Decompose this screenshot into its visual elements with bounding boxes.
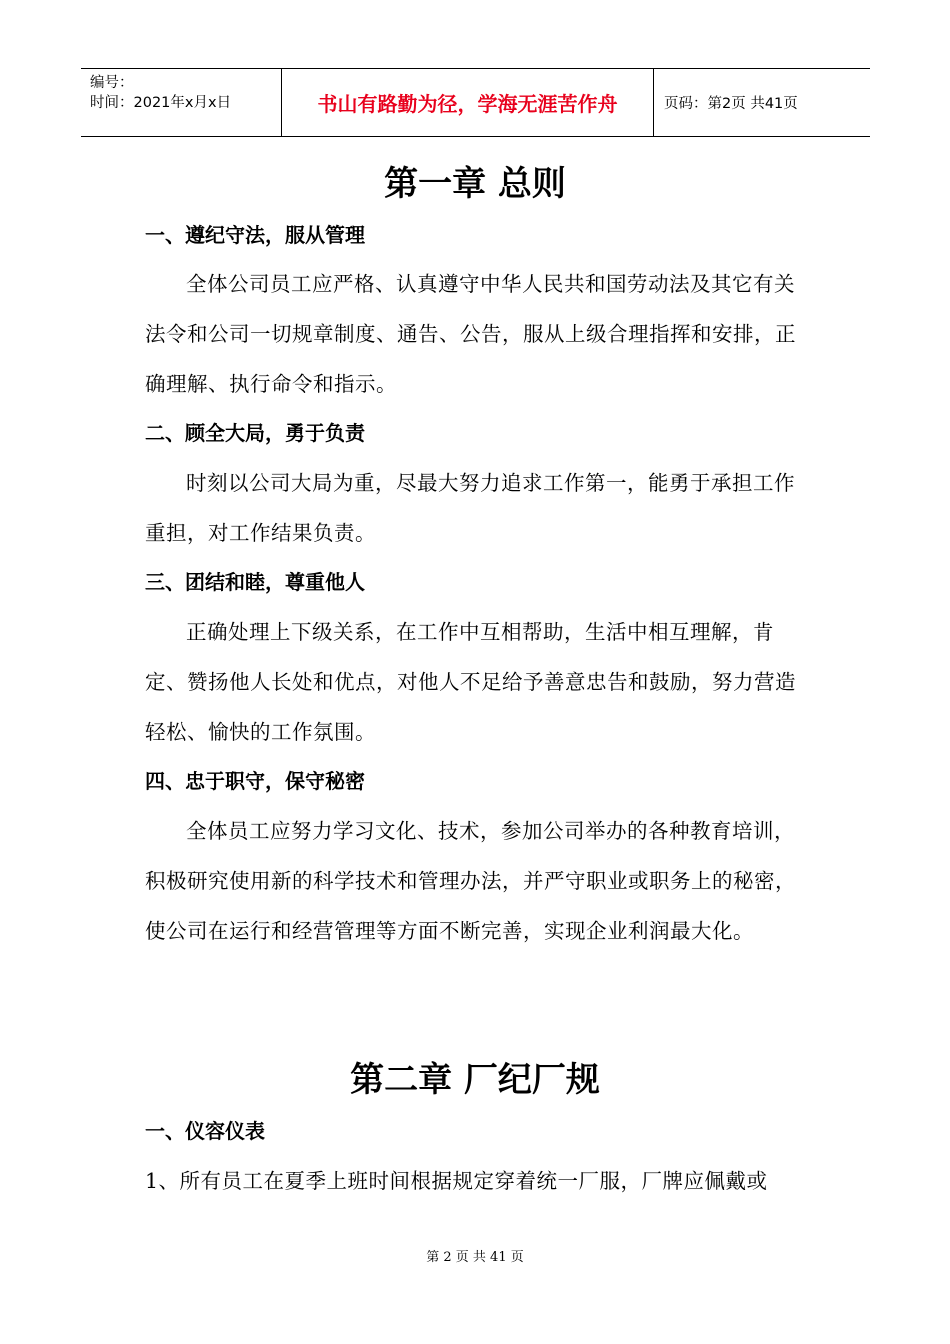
page-footer: 第 2 页 共 41 页 [426,1250,524,1265]
chapter-2-title: 第二章 厂纪厂规 [350,1060,600,1100]
chapter-1-section-2-text: 时刻以公司大局为重，尽最大努力追求工作第一，能勇于承担工作重担，对工作结果负责。 [145,471,795,545]
chapter-1-section-4-heading: 四、忠于职守，保守秘密 [145,769,365,793]
chapter-1-title: 第一章 总则 [384,164,566,204]
header-page-info: 页码：第2页 共41页 [664,96,798,112]
chapter-1-section-2-heading: 二、顾全大局，勇于负责 [145,421,365,445]
document-header [81,68,870,137]
chapter-2-section-1-text: 1、所有员工在夏季上班时间根据规定穿着统一厂服，厂牌应佩戴或 [145,1169,768,1193]
header-number-label: 编号： [90,75,134,91]
header-motto: 书山有路勤为径，学海无涯苦作舟 [281,69,654,136]
chapter-1-section-1-heading: 一、遵纪守法，服从管理 [145,223,365,247]
chapter-1-section-3-text: 正确处理上下级关系，在工作中互相帮助，生活中相互理解，肯定、赞扬他人长处和优点，对他人不足给予善意忠告和鼓励，努力营造轻松、愉快的工作氛围。 [145,620,796,744]
chapter-1-section-4-text: 全体员工应努力学习文化、技术，参加公司举办的各种教育培训，积极研究使用新的科学技术和管理办法，并严守职业或职务上的秘密，使公司在运行和经营管理等方面不断完善，实现企业利润最大化。 [145,819,796,943]
header-meta [81,69,281,136]
chapter-2-section-1-heading: 一、仪容仪表 [145,1119,265,1143]
chapter-1-section-1-text: 全体公司员工应严格、认真遵守中华人民共和国劳动法及其它有关法令和公司一切规章制度、通告、公告，服从上级合理指挥和安排，正确理解、执行命令和指示。 [145,272,796,396]
header-time-label: 时间：2021年x月x日 [90,95,232,111]
chapter-1-section-3-heading: 三、团结和睦，尊重他人 [145,570,365,594]
